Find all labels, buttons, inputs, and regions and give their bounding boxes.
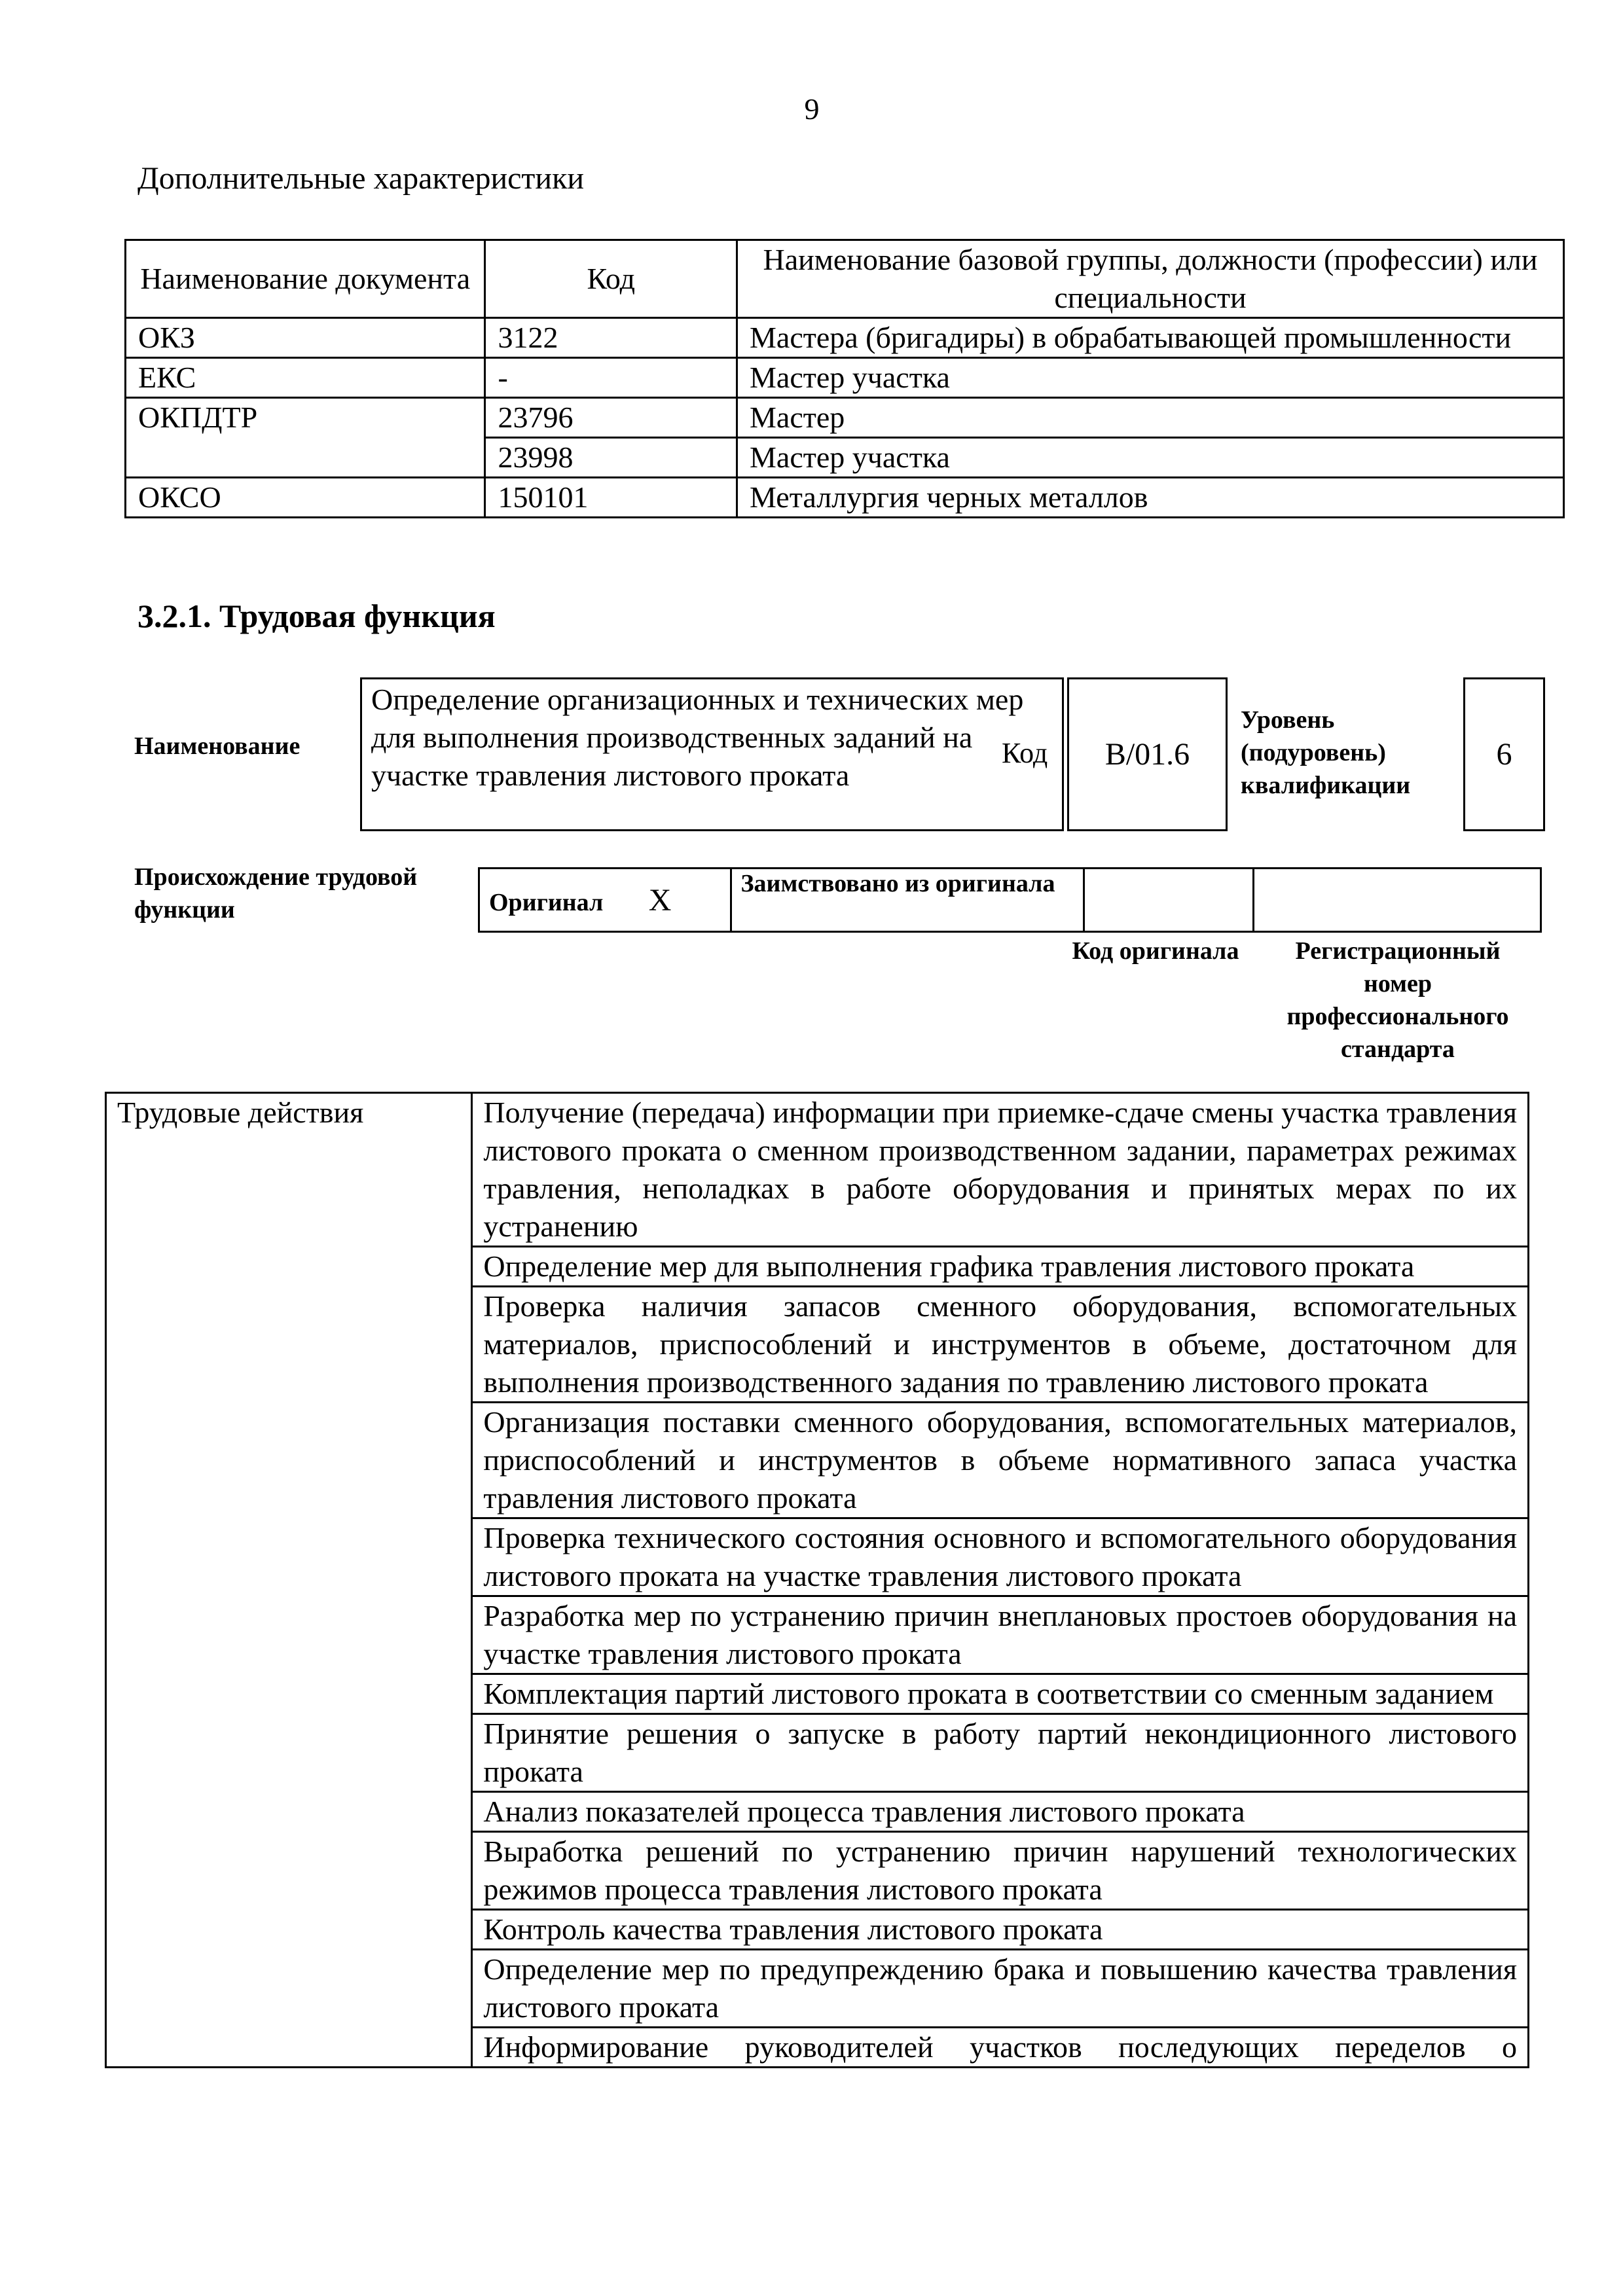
table-row — [126, 478, 1564, 518]
list-item: Определение мер по предупреждению брака и повышению качества травления листового проката — [472, 1950, 1529, 2028]
list-item: Разработка мер по устранению причин внеплановых простоев оборудования на участке травления листового проката — [472, 1596, 1529, 1674]
header-doc-name: Наименование документа — [126, 240, 485, 318]
list-item: Выработка решений по устранению причин нарушений технологических режимов процесса травления листового проката — [472, 1832, 1529, 1910]
labor-actions-table — [105, 1092, 1529, 2068]
cell-code: 23796 — [485, 398, 737, 438]
header-code: Код — [485, 240, 737, 318]
function-code-box: B/01.6 — [1067, 677, 1228, 831]
cell-code: 150101 — [485, 478, 737, 518]
list-item: Информирование руководителей участков последующих переделов о — [472, 2028, 1529, 2068]
table-row — [126, 358, 1564, 398]
name-label: Наименование — [134, 732, 301, 760]
borrowed-label: Заимствовано из оригинала — [731, 869, 1084, 932]
level-value-box: 6 — [1463, 677, 1545, 831]
cell-name: Металлургия черных металлов — [737, 478, 1564, 518]
cell-code: - — [485, 358, 737, 398]
table-header-row — [126, 240, 1564, 318]
list-item: Проверка технического состояния основного и вспомогательного оборудования листового проката на участке травления листового проката — [472, 1518, 1529, 1596]
original-cell — [479, 869, 731, 932]
table-row — [126, 318, 1564, 358]
cell-code: 23998 — [485, 438, 737, 478]
cell-doc: ОКПДТР — [126, 398, 485, 478]
labor-function-heading: 3.2.1. Трудовая функция — [137, 598, 496, 634]
labor-actions-label: Трудовые действия — [106, 1093, 472, 2068]
cell-doc: ОКСО — [126, 478, 485, 518]
function-name-box: Определение организационных и технических мер для выполнения производственных заданий на участке травления листового проката — [360, 677, 1064, 831]
list-item: Комплектация партий листового проката в соответствии со сменным заданием — [472, 1674, 1529, 1714]
list-item: Организация поставки сменного оборудования, вспомогательных материалов, приспособлений и инструментов в объеме нормативного запаса участка травления листового проката — [472, 1403, 1529, 1518]
origin-table — [478, 867, 1542, 933]
reg-number-label: Регистрационный номер профессионального стандарта — [1286, 937, 1509, 1063]
list-item: Принятие решения о запуске в работу партий некондиционного листового проката — [472, 1714, 1529, 1792]
original-mark: X — [648, 882, 672, 918]
origin-label: Происхождение трудовой функции — [134, 863, 418, 924]
reg-number-cell — [1254, 869, 1541, 932]
additional-characteristics-table — [124, 239, 1565, 518]
cell-name: Мастер участка — [737, 438, 1564, 478]
cell-name: Мастера (бригадиры) в обрабатывающей промышленности — [737, 318, 1564, 358]
additional-characteristics-title: Дополнительные характеристики — [137, 161, 585, 196]
header-group-name: Наименование базовой группы, должности (профессии) или специальности — [737, 240, 1564, 318]
list-item: Контроль качества травления листового проката — [472, 1910, 1529, 1950]
code-label: Код — [1002, 737, 1048, 769]
original-label: Оригинал — [489, 888, 604, 916]
cell-doc: ЕКС — [126, 358, 485, 398]
level-label: Уровень (подуровень) квалификации — [1241, 706, 1411, 799]
code-original-cell — [1084, 869, 1253, 932]
list-item: Определение мер для выполнения графика травления листового проката — [472, 1247, 1529, 1287]
page-number: 9 — [804, 92, 820, 126]
cell-code: 3122 — [485, 318, 737, 358]
cell-name: Мастер — [737, 398, 1564, 438]
cell-doc: ОКЗ — [126, 318, 485, 358]
table-row — [126, 398, 1564, 438]
cell-name: Мастер участка — [737, 358, 1564, 398]
list-item: Анализ показателей процесса травления листового проката — [472, 1792, 1529, 1832]
list-item: Получение (передача) информации при приемке-сдаче смены участка травления листового проката о сменном производственном задании, параметрах режимах травления, неполадках в работе оборудования и принятых мерах по их устранению — [472, 1093, 1529, 1247]
code-original-label: Код оригинала — [1072, 937, 1239, 965]
list-item: Проверка наличия запасов сменного оборудования, вспомогательных материалов, приспособлений и инструментов в объеме, достаточном для выполнения производственного задания по травлению листового проката — [472, 1287, 1529, 1403]
